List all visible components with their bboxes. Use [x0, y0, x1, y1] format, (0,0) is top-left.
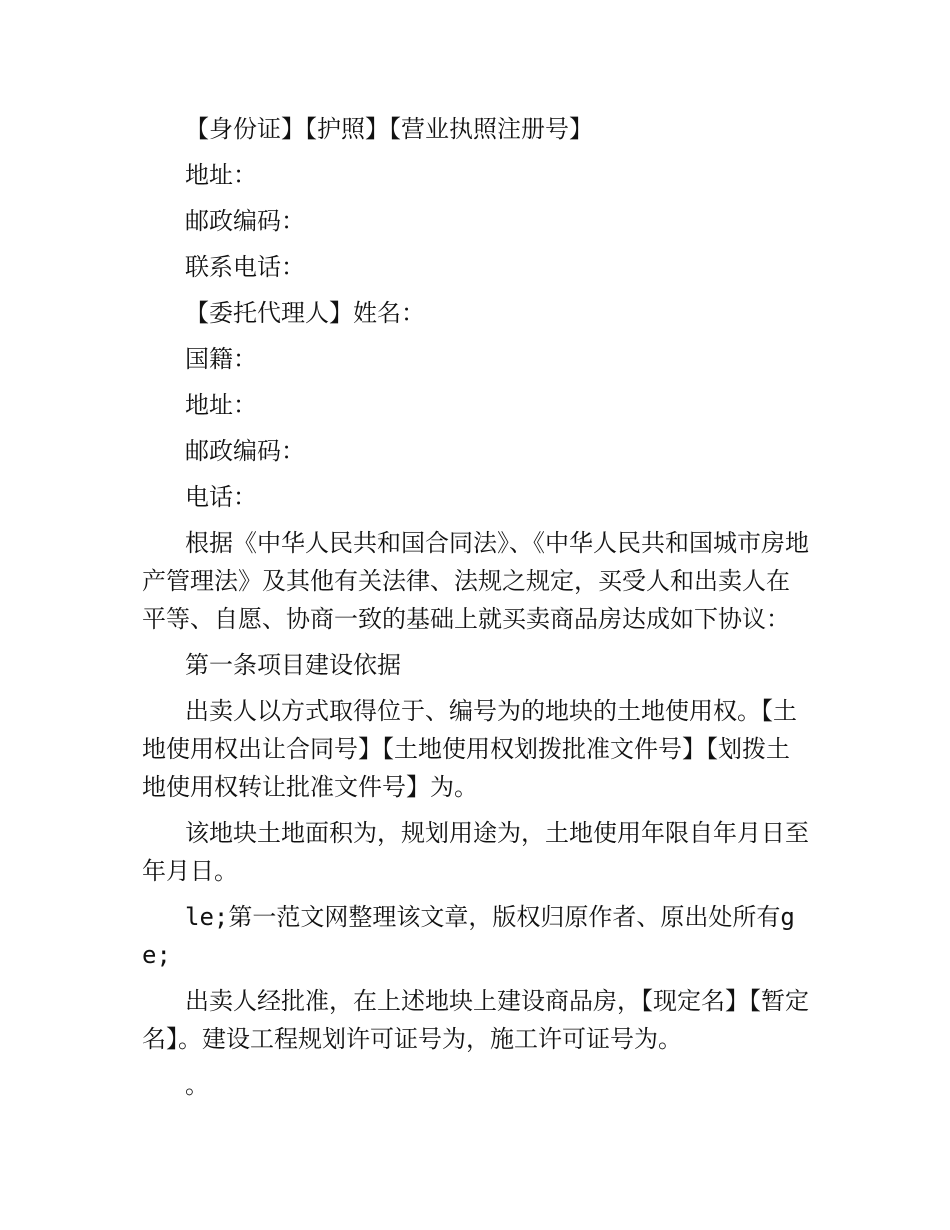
agent-phone-line: 电话：: [185, 483, 257, 511]
contact-phone-line: 联系电话：: [185, 253, 305, 281]
construction-permit-paragraph: 出卖人经批准，在上述地块上建设商品房，【现定名】【暂定名】。建设工程规划许可证号为，施工许可证号为。: [142, 987, 809, 1053]
address-line: 地址：: [185, 161, 257, 189]
id-type-line: 【身份证】【护照】【营业执照注册号】: [185, 115, 593, 143]
legal-basis-paragraph: 根据《中华人民共和国合同法》、《中华人民共和国城市房地产管理法》及其他有关法律、法规之规定，买受人和出卖人在平等、自愿、协商一致的基础上就买卖商品房达成如下协议：: [142, 529, 809, 633]
land-use-right-paragraph: 出卖人以方式取得位于、编号为的地块的土地使用权。【土地使用权出让合同号】【土地使用权划拨批准文件号】【划拨土地使用权转让批准文件号】为。: [142, 697, 797, 801]
land-area-paragraph: 该地块土地面积为，规划用途为，土地使用年限自年月日至年月日。: [142, 819, 809, 885]
agent-name-line: 【委托代理人】姓名：: [185, 299, 425, 327]
postal-code-line: 邮政编码：: [185, 207, 305, 235]
trailing-punctuation: 。: [185, 1071, 209, 1099]
document-body: [142, 110, 812, 1112]
copyright-notice: le;第一范文网整理该文章，版权归原作者、原出处所有ge;: [142, 903, 795, 969]
nationality-line: 国籍：: [185, 345, 257, 373]
article-one-heading: 第一条项目建设依据: [185, 651, 401, 679]
agent-postal-code-line: 邮政编码：: [185, 437, 305, 465]
agent-address-line: 地址：: [185, 391, 257, 419]
